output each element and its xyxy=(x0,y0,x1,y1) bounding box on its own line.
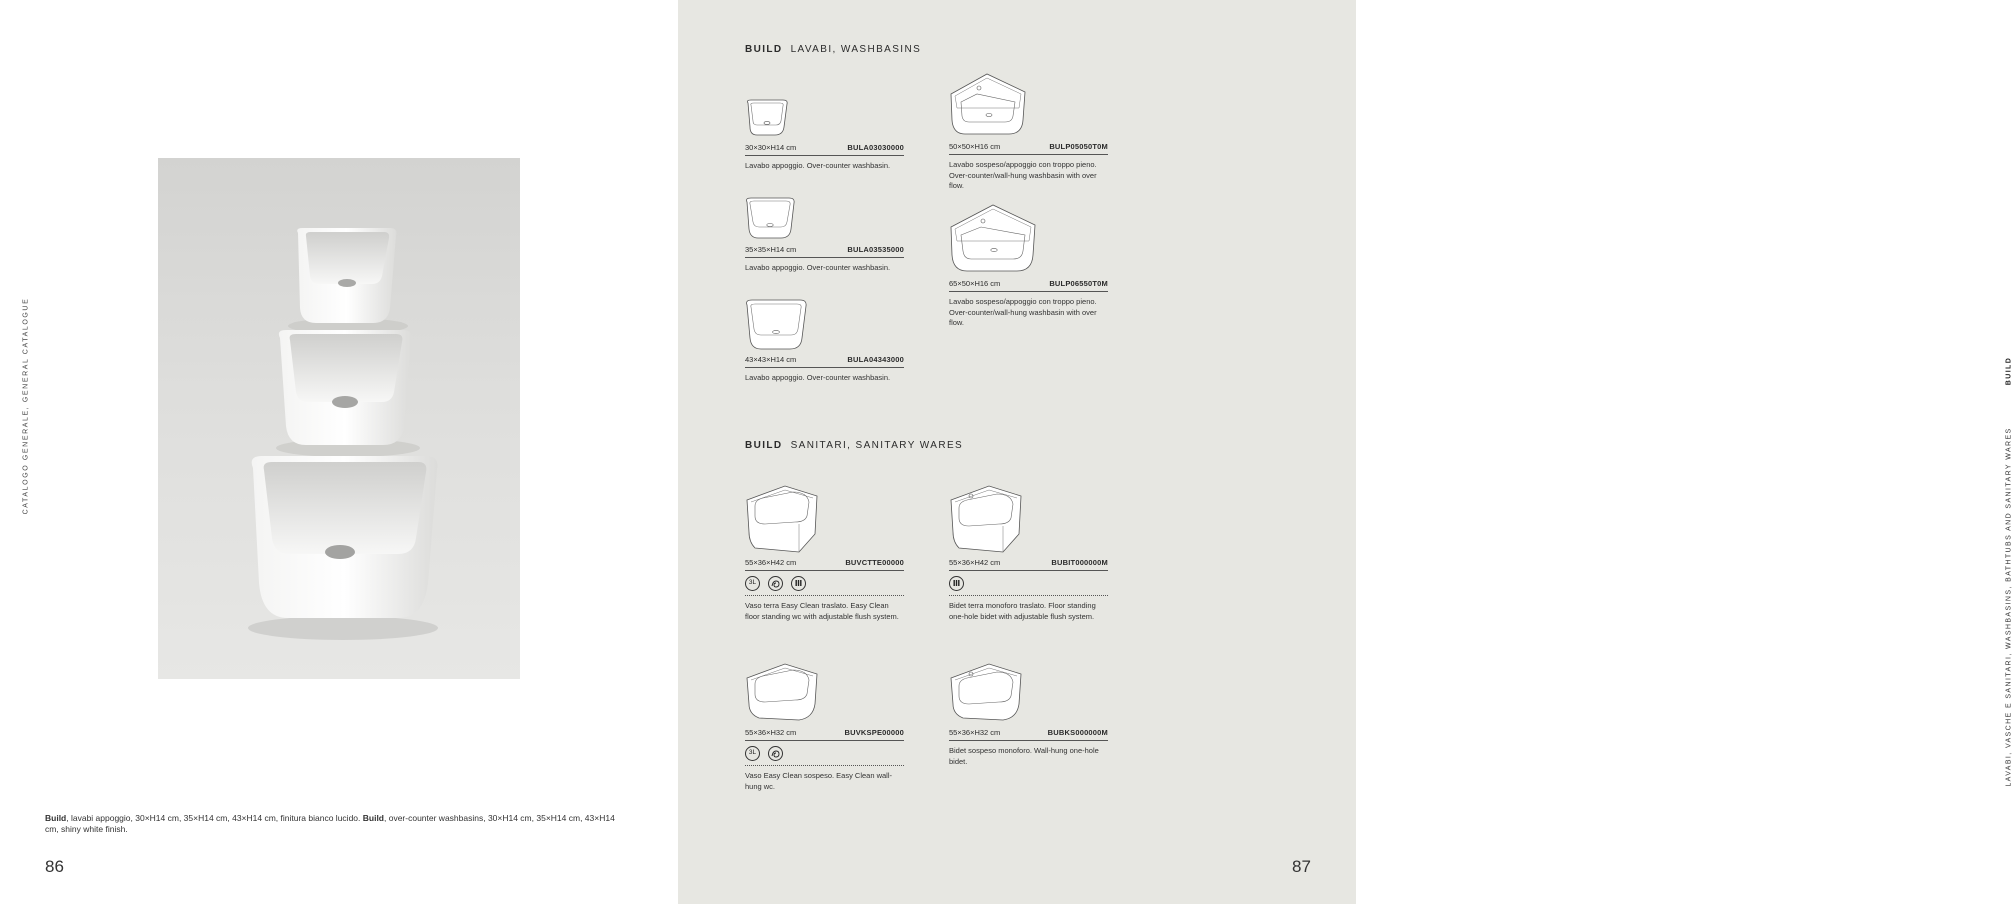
caption-brand-it: Build xyxy=(45,813,67,823)
brand-side-label: BUILD xyxy=(2005,356,2013,386)
product-dims: 30×30×H14 cm xyxy=(745,143,797,152)
feature-icons xyxy=(745,741,904,766)
caption-text-it: , lavabi appoggio, 30×H14 cm, 35×H14 cm, 43×H14 cm, finitura bianco lucido. xyxy=(66,813,363,823)
caption-text-en: , over-counter washbasins, 30×H14 cm, 35×H14 cm, 43×H14 cm, shiny white finish. xyxy=(45,813,615,834)
catalogue-side-label: CATALOGO GENERALE, GENERAL CATALOGUE xyxy=(22,297,30,515)
product-bulp06550t0m xyxy=(949,203,1109,329)
product-code: BUVCTTE00000 xyxy=(845,558,904,567)
product-spec xyxy=(949,558,1108,571)
product-code: BULA03030000 xyxy=(847,143,904,152)
washbasins-photo-illustration xyxy=(158,158,520,679)
product-code: BULP06550T0M xyxy=(1049,279,1108,288)
basin-small-icon xyxy=(745,97,805,139)
section-brand: BUILD xyxy=(745,44,783,55)
3l-flush-icon: 3L xyxy=(745,746,760,761)
adjustable-flush-icon xyxy=(949,576,964,591)
section-title-text: SANITARI, SANITARY WARES xyxy=(790,440,964,451)
product-code: BULA04343000 xyxy=(847,355,904,364)
easy-clean-icon xyxy=(768,746,783,761)
product-spec xyxy=(745,245,904,258)
product-desc: Vaso terra Easy Clean traslato. Easy Clean floor standing wc with adjustable flush system. xyxy=(745,601,899,621)
product-desc: Lavabo appoggio. Over-counter washbasin. xyxy=(745,263,891,272)
bidet-wall-drawing xyxy=(949,660,1025,724)
product-buvctte00000 xyxy=(745,482,905,622)
product-desc: Bidet sospeso monoforo. Wall-hung one-hole bidet. xyxy=(949,746,1099,766)
product-desc: Lavabo sospeso/appoggio con troppo pieno. Over-counter/wall-hung washbasin with over flow. xyxy=(949,297,1097,327)
product-code: BUVKSPE00000 xyxy=(844,728,904,737)
page-number-left: 86 xyxy=(45,857,64,876)
wc-wall-drawing xyxy=(745,660,821,724)
product-bubit000000m xyxy=(949,482,1109,622)
caption-brand-en: Build xyxy=(362,813,384,823)
product-dims: 55×36×H42 cm xyxy=(949,558,1001,567)
basin-medium-icon xyxy=(745,196,805,242)
basin-tap-icon xyxy=(949,72,1029,138)
product-desc: Lavabo appoggio. Over-counter washbasin. xyxy=(745,161,891,170)
basin-tap-wide-icon xyxy=(949,203,1039,275)
product-desc: Lavabo sospeso/appoggio con troppo pieno. Over-counter/wall-hung washbasin with over flow. xyxy=(949,160,1097,190)
photo-caption xyxy=(45,813,625,835)
product-spec xyxy=(745,728,904,741)
product-buvkspe00000 xyxy=(745,660,905,792)
product-spec xyxy=(745,558,904,571)
product-dims: 43×43×H14 cm xyxy=(745,355,797,364)
product-spec xyxy=(949,279,1108,292)
product-spec xyxy=(745,143,904,156)
feature-icons xyxy=(745,571,904,596)
product-spec xyxy=(949,728,1108,741)
easy-clean-icon xyxy=(768,576,783,591)
bidet-floor-drawing xyxy=(949,482,1025,554)
product-code: BUBKS000000M xyxy=(1047,728,1108,737)
product-dims: 55×36×H42 cm xyxy=(745,558,797,567)
product-bula03030000 xyxy=(745,97,905,172)
product-photo xyxy=(158,158,520,679)
product-dims: 35×35×H14 cm xyxy=(745,245,797,254)
product-dims: 55×36×H32 cm xyxy=(745,728,797,737)
product-code: BULA03535000 xyxy=(847,245,904,254)
3l-flush-icon: 3L xyxy=(745,576,760,591)
product-dims: 65×50×H16 cm xyxy=(949,279,1001,288)
left-page xyxy=(0,0,678,904)
product-desc: Bidet terra monoforo traslato. Floor standing one-hole bidet with adjustable flush system. xyxy=(949,601,1096,621)
product-desc: Vaso Easy Clean sospeso. Easy Clean wall-hung wc. xyxy=(745,771,893,791)
product-spec xyxy=(949,142,1108,155)
product-bula03535000 xyxy=(745,196,905,274)
product-bulp05050t0m xyxy=(949,72,1109,192)
product-bubks000000m xyxy=(949,660,1109,767)
section-brand: BUILD xyxy=(745,440,783,451)
section-title-text: LAVABI, WASHBASINS xyxy=(790,44,922,55)
product-dims: 55×36×H32 cm xyxy=(949,728,1001,737)
adjustable-flush-icon xyxy=(791,576,806,591)
product-desc: Lavabo appoggio. Over-counter washbasin. xyxy=(745,373,891,382)
product-code: BUBIT000000M xyxy=(1051,558,1108,567)
section-title-washbasins xyxy=(745,44,921,55)
section-side-label: LAVABI, VASCHE E SANITARI, WASHBASINS, BATHTUBS AND SANITARY WARES xyxy=(2005,427,2013,787)
section-title-sanitary xyxy=(745,440,963,451)
page-number-right: 87 xyxy=(1292,857,1311,876)
product-dims: 50×50×H16 cm xyxy=(949,142,1001,151)
product-bula04343000 xyxy=(745,298,905,384)
feature-icons xyxy=(949,571,1108,596)
basin-large-icon xyxy=(745,298,809,352)
product-code: BULP05050T0M xyxy=(1049,142,1108,151)
product-spec xyxy=(745,355,904,368)
wc-floor-drawing xyxy=(745,482,821,554)
